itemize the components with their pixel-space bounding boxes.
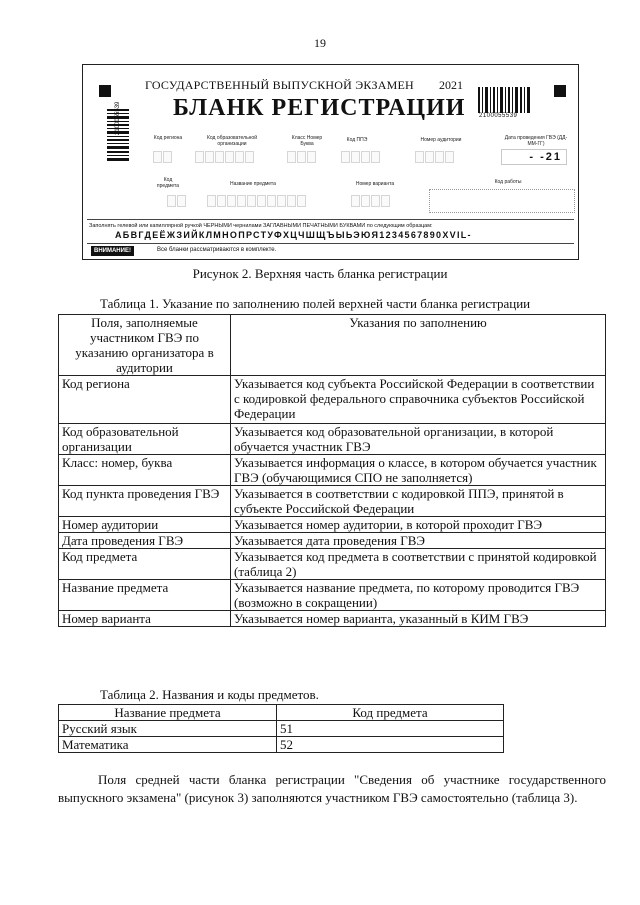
field-label-date: Дата проведения ГВЭ (ДД-ММ-ГГ) bbox=[504, 135, 568, 147]
table-header-cell: Код предмета bbox=[277, 705, 504, 721]
table-row bbox=[59, 611, 606, 627]
ppe-cells[interactable] bbox=[341, 151, 380, 163]
table-cell-field: Номер аудитории bbox=[59, 517, 231, 533]
subject-name-cells[interactable] bbox=[207, 195, 306, 207]
table-header-cell: Поля, заполняемые участником ГВЭ по указанию организатора в аудитории bbox=[59, 315, 231, 376]
table-cell-instruction: Указывается информация о классе, в котором обучается участник ГВЭ (обучающимися СПО не заполняется) bbox=[231, 455, 606, 486]
table-row bbox=[59, 580, 606, 611]
table-row bbox=[59, 517, 606, 533]
table-cell-field: Код образовательной организации bbox=[59, 424, 231, 455]
table-header-cell: Название предмета bbox=[59, 705, 277, 721]
field-label-work-code: Код работы bbox=[494, 179, 522, 185]
table-row bbox=[59, 376, 606, 424]
field-label-subject-code: Код предмета bbox=[156, 177, 180, 189]
table-header-cell: Указания по заполнению bbox=[231, 315, 606, 376]
warning-text: Все бланки рассматриваются в комплекте. bbox=[157, 247, 277, 253]
table-cell-field: Класс: номер, буква bbox=[59, 455, 231, 486]
field-label-subject-name: Название предмета bbox=[230, 181, 276, 187]
figure-caption: Рисунок 2. Верхняя часть бланка регистрации bbox=[192, 266, 448, 281]
table-cell-field: Дата проведения ГВЭ bbox=[59, 533, 231, 549]
fill-instruction: Заполнять гелевой или капиллярной ручкой ЧЕРНЫМИ чернилами ЗАГЛАВНЫМИ ПЕЧАТНЫМИ БУКВАМИ по следующим образцам: bbox=[89, 223, 433, 229]
barcode-left-number: 2100055539 bbox=[115, 101, 121, 135]
blank-title: БЛАНК РЕГИСТРАЦИИ bbox=[173, 95, 466, 121]
table-cell-field: Код предмета bbox=[59, 549, 231, 580]
table-row bbox=[59, 737, 504, 753]
region-cells[interactable] bbox=[153, 151, 172, 163]
table-row bbox=[59, 721, 504, 737]
table-cell-instruction: Указывается дата проведения ГВЭ bbox=[231, 533, 606, 549]
table-row bbox=[59, 533, 606, 549]
table-row bbox=[59, 549, 606, 580]
field-label-org: Код образовательной организации bbox=[206, 135, 258, 147]
field-label-region: Код региона bbox=[153, 135, 183, 141]
divider-line-2 bbox=[87, 243, 574, 244]
page-number: 19 bbox=[314, 36, 326, 50]
divider-line bbox=[87, 219, 574, 220]
table-cell-instruction: Указывается код образовательной организации, в которой обучается участник ГВЭ bbox=[231, 424, 606, 455]
work-code-box bbox=[429, 189, 575, 213]
variant-cells[interactable] bbox=[351, 195, 390, 207]
field-label-room: Номер аудитории bbox=[420, 137, 462, 143]
table-cell-instruction: Указывается код субъекта Российской Федерации в соответствии с кодировкой федерального справочника субъектов Российской Федерации bbox=[231, 376, 606, 424]
table-cell-subject: Русский язык bbox=[59, 721, 277, 737]
table-cell-field: Код региона bbox=[59, 376, 231, 424]
table-cell-field: Код пункта проведения ГВЭ bbox=[59, 486, 231, 517]
class-cells[interactable] bbox=[287, 151, 316, 163]
table-cell-instruction: Указывается в соответствии с кодировкой ППЭ, принятой в субъекте Российской Федерации bbox=[231, 486, 606, 517]
corner-marker-right bbox=[554, 85, 566, 97]
table1-caption: Таблица 1. Указание по заполнению полей верхней части бланка регистрации bbox=[100, 296, 531, 311]
body-paragraph: Поля средней части бланка регистрации "Сведения об участнике государственного выпускного экзамена" (рисунок 3) заполняются участником ГВЭ самостоятельно (таблица 3). bbox=[58, 772, 606, 805]
table-cell-instruction: Указывается номер варианта, указанный в КИМ ГВЭ bbox=[231, 611, 606, 627]
barcode-right-number: 2100055539 bbox=[479, 113, 518, 119]
field-label-ppe: Код ППЭ bbox=[346, 137, 368, 143]
table-row bbox=[59, 486, 606, 517]
table2-caption: Таблица 2. Названия и коды предметов. bbox=[100, 687, 319, 702]
barcode-right-icon bbox=[478, 87, 532, 113]
table-cell-code: 52 bbox=[277, 737, 504, 753]
exam-year: 2021 bbox=[439, 78, 463, 92]
sample-alphabet: АБВГДЕЁЖЗИЙКЛМНОПРСТУФХЦЧШЩЪЫЬЭЮЯ1234567890XVIL- bbox=[115, 230, 472, 240]
subjects-table bbox=[58, 704, 504, 753]
subject-code-cells[interactable] bbox=[167, 195, 186, 207]
field-label-variant: Номер варианта bbox=[355, 181, 395, 187]
table-cell-field: Название предмета bbox=[59, 580, 231, 611]
registration-blank-figure bbox=[82, 64, 579, 260]
date-field[interactable]: - -21 bbox=[501, 149, 567, 165]
warning-label: ВНИМАНИЕ! bbox=[91, 246, 134, 256]
table-header-row bbox=[59, 315, 606, 376]
table-cell-field: Номер варианта bbox=[59, 611, 231, 627]
exam-title: ГОСУДАРСТВЕННЫЙ ВЫПУСКНОЙ ЭКЗАМЕН bbox=[145, 78, 414, 92]
table-cell-instruction: Указывается название предмета, по которому проводится ГВЭ (возможно в сокращении) bbox=[231, 580, 606, 611]
org-cells[interactable] bbox=[195, 151, 254, 163]
table-cell-instruction: Указывается код предмета в соответствии с принятой кодировкой (таблица 2) bbox=[231, 549, 606, 580]
instructions-table bbox=[58, 314, 606, 627]
table-row bbox=[59, 455, 606, 486]
field-label-class: Класс Номер Буква bbox=[291, 135, 323, 147]
table-row bbox=[59, 424, 606, 455]
table-header-row bbox=[59, 705, 504, 721]
room-cells[interactable] bbox=[415, 151, 454, 163]
table-cell-subject: Математика bbox=[59, 737, 277, 753]
table-cell-instruction: Указывается номер аудитории, в которой проходит ГВЭ bbox=[231, 517, 606, 533]
corner-marker-left bbox=[99, 85, 111, 97]
table-cell-code: 51 bbox=[277, 721, 504, 737]
